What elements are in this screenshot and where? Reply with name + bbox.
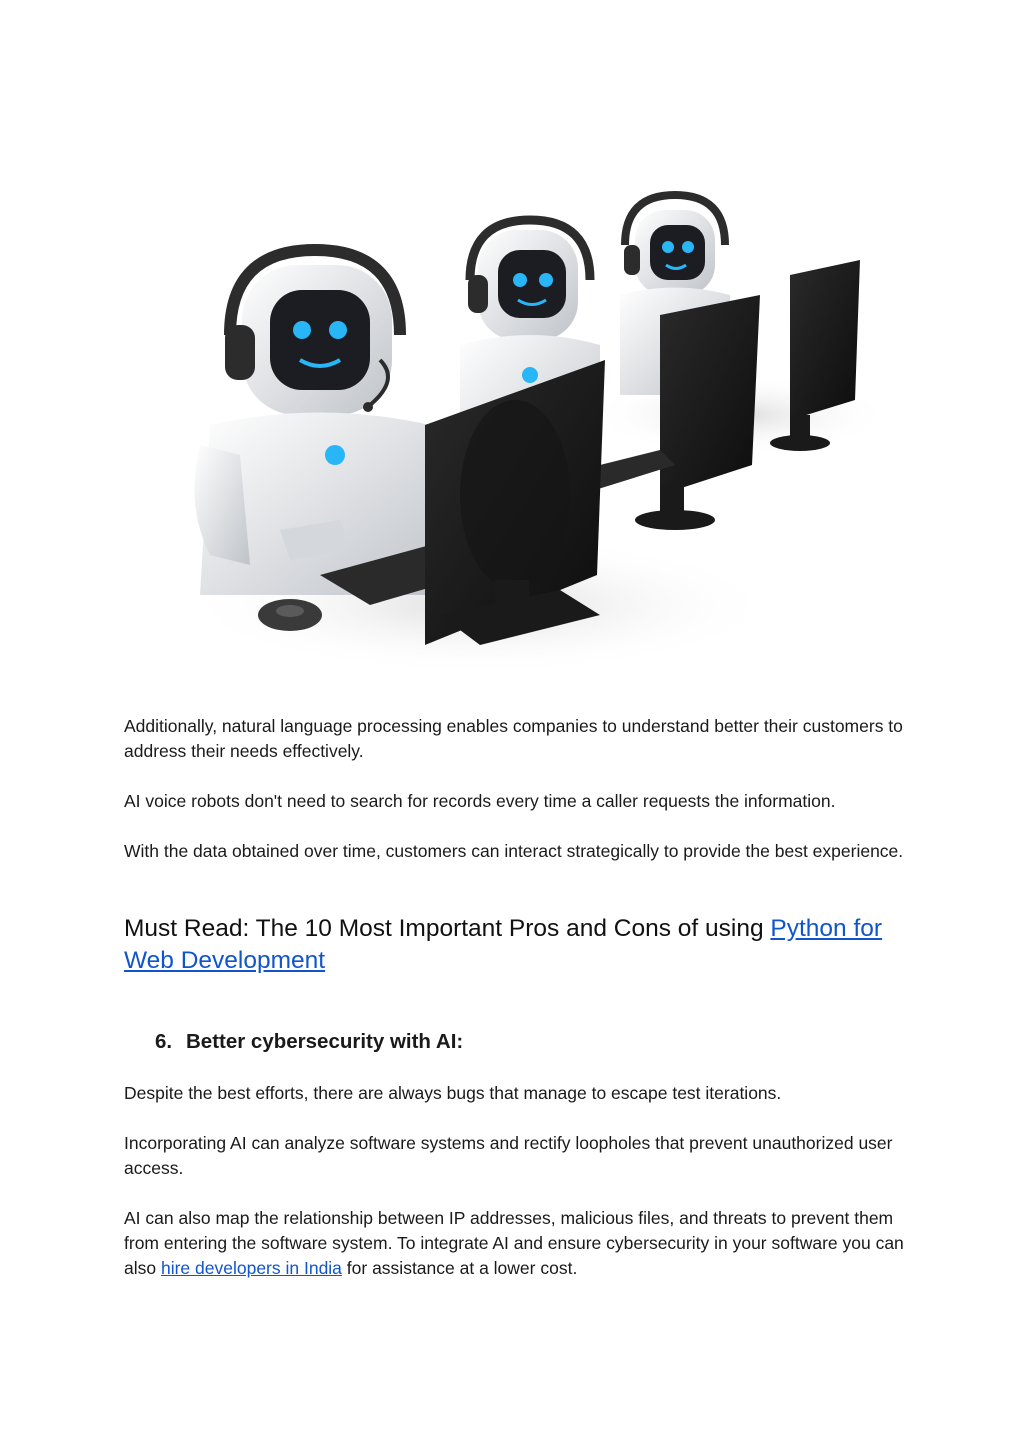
section-title: Better cybersecurity with AI: <box>186 1030 464 1053</box>
paragraph-text-before-link: AI can also map the relationship between IP addresses, malicious files, and threats to prevent them from entering the software system. To integrate AI and ensure cybersecurity in your software you can also <box>124 1208 904 1278</box>
must-read-heading <box>124 913 904 977</box>
paragraph-nlp: Additionally, natural language processing enables companies to understand better their customers to address their needs effectively. <box>124 716 903 761</box>
paragraph-data-over-time: With the data obtained over time, customers can interact strategically to provide the best experience. <box>124 841 904 861</box>
robots-call-center-illustration <box>180 185 900 685</box>
monitor-front <box>425 360 605 645</box>
section-6-heading <box>155 1028 463 1056</box>
hire-developers-link[interactable]: hire developers in India <box>160 1258 342 1278</box>
paragraph-incorporating-ai: Incorporating AI can analyze software systems and rectify loopholes that prevent unauthorized user access. <box>124 1133 893 1178</box>
paragraph-voice-robots: AI voice robots don't need to search for records every time a caller requests the information. <box>124 791 836 811</box>
paragraph-text-after-link: for assistance at a lower cost. <box>341 1258 578 1278</box>
paragraph-map-relationship <box>124 1206 904 1281</box>
paragraph-bugs: Despite the best efforts, there are always bugs that manage to escape test iterations. <box>124 1083 782 1103</box>
mouse-front <box>258 599 322 631</box>
python-web-development-link[interactable]: Python for Web Development <box>124 915 883 974</box>
section-number: 6. <box>155 1030 173 1053</box>
must-read-prefix: Must Read: The 10 Most Important Pros and Cons of using <box>124 915 771 942</box>
robot-front <box>194 250 440 595</box>
